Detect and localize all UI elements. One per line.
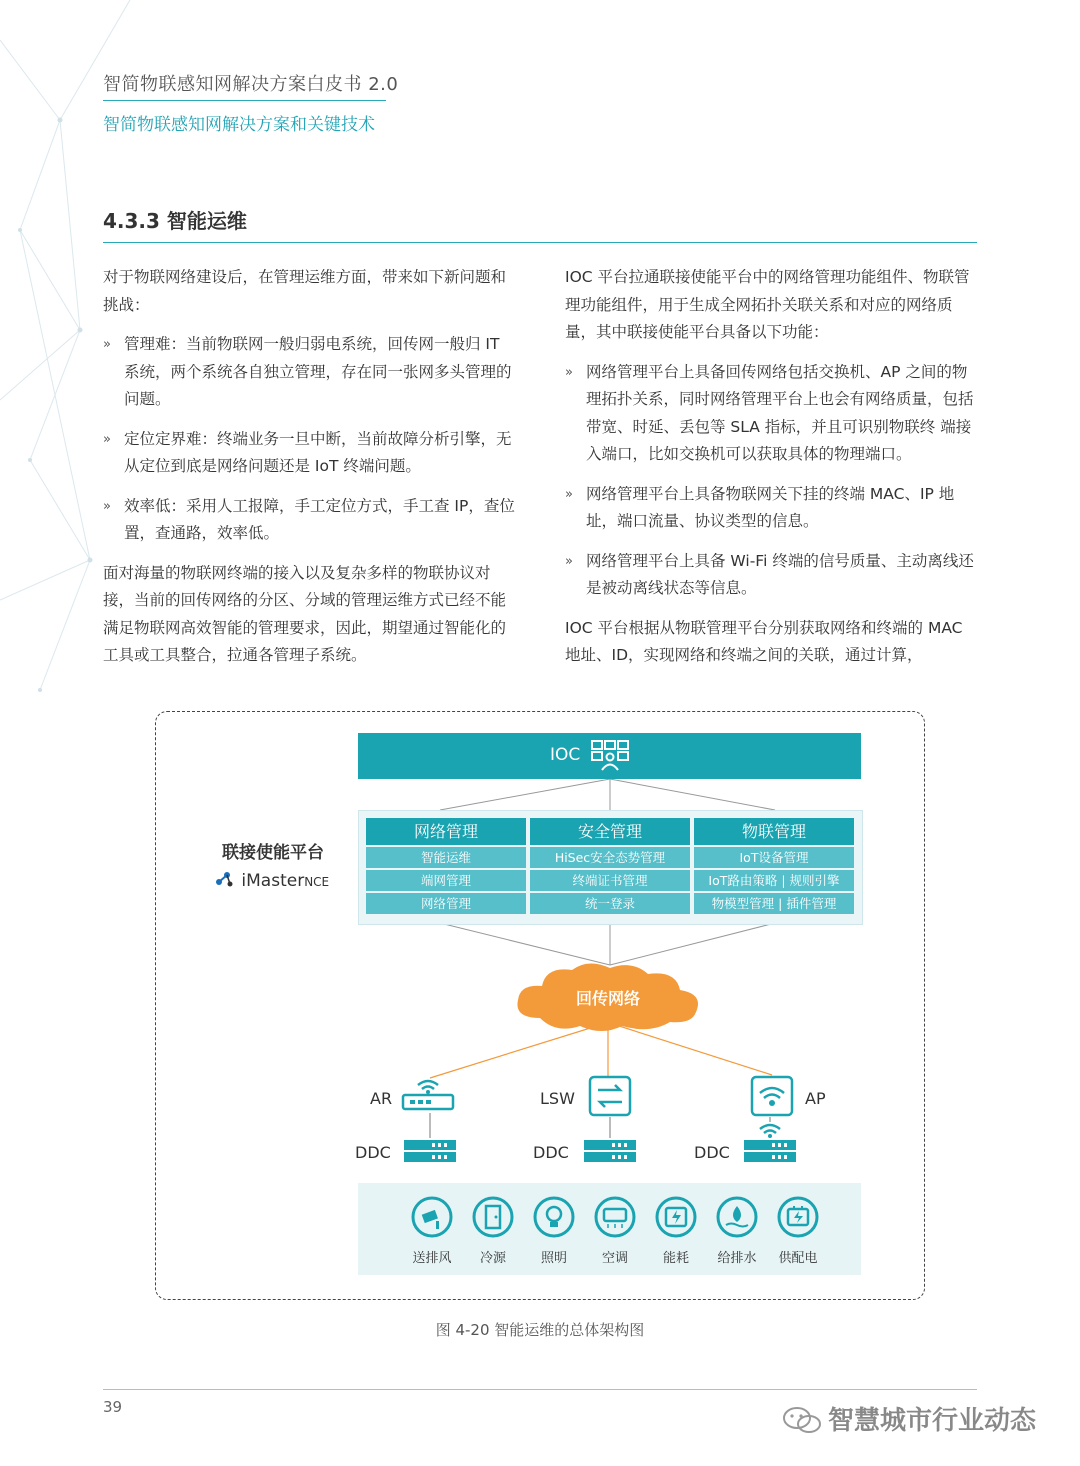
access-point-icon (750, 1075, 794, 1117)
bullet-marker: » (103, 498, 111, 514)
section-heading: 4.3.3 智能运维 (103, 209, 247, 233)
bullet-marker: » (565, 486, 573, 502)
module-item: 终端证书管理 (530, 870, 690, 891)
bullet-marker: » (565, 364, 573, 380)
device-label-lsw: LSW (540, 1089, 575, 1108)
ioc-bar (358, 733, 861, 779)
air-conditioner-icon (593, 1195, 637, 1239)
device-label-ddc: DDC (355, 1143, 391, 1162)
bullet-marker: » (103, 431, 111, 447)
module-item: 智能运维 (366, 847, 526, 868)
page-number: 39 (103, 1398, 123, 1416)
left-bullet-item: » 管理难：当前物联网一般归弱电系统，回传网一般归 IT 系统，两个系统各自独立管理，存在同一张网多头管理的问题。 (103, 331, 515, 414)
bullet-marker: » (565, 553, 573, 569)
subsystem-ventilation (406, 1195, 458, 1266)
switch-icon (588, 1075, 632, 1117)
water-drop-icon (715, 1195, 759, 1239)
iot-subsystems-row (358, 1183, 861, 1275)
ddc-wireless-controller-icon (742, 1120, 798, 1164)
module-item: HiSec安全态势管理 (530, 847, 690, 868)
module-item: 端网管理 (366, 870, 526, 891)
subsystem-lighting (528, 1195, 580, 1266)
subsystem-label: 照明 (540, 1251, 567, 1266)
cloud-label: 回传网络 (575, 989, 640, 1008)
lightbulb-icon (532, 1195, 576, 1239)
imaster-logo-icon (214, 870, 236, 888)
subsystem-water (711, 1195, 763, 1266)
router-icon (400, 1075, 456, 1113)
subsystem-cooling (467, 1195, 519, 1266)
subsystem-label: 供配电 (778, 1251, 818, 1266)
module-title: 物联管理 (694, 818, 854, 845)
module-iot-management (694, 818, 854, 916)
module-title: 网络管理 (366, 818, 526, 845)
right-bullet-item: » 网络管理平台上具备 Wi-Fi 终端的信号质量、主动离线还是被动离线状态等信息。 (565, 548, 977, 603)
right-intro-paragraph: IOC 平台拉通联接使能平台中的网络管理功能组件、物联管理功能组件，用于生成全网拓扑关联关系和对应的网络质量，其中联接使能平台具备以下功能： (565, 268, 970, 341)
left-bullet-item: » 定位定界难：终端业务一旦中断，当前故障分析引擎，无从定位到底是网络问题还是 IoT 终端问题。 (103, 426, 515, 481)
subsystem-label: 送排风 (412, 1251, 452, 1266)
subsystem-air-conditioning (589, 1195, 641, 1266)
device-label-ddc: DDC (694, 1143, 730, 1162)
module-item: 网络管理 (366, 893, 526, 914)
subsystem-label: 给排水 (717, 1251, 757, 1266)
document-title: 智简物联感知网解决方案白皮书 2.0 (103, 74, 399, 95)
module-item: 物模型管理 | 插件管理 (694, 893, 854, 914)
device-label-ar: AR (370, 1089, 393, 1108)
right-outro-paragraph: IOC 平台根据从物联管理平台分别获取网络和终端的 MAC 地址、ID，实现网络和终端之间的关联，通过计算， (565, 618, 963, 664)
imaster-text: iMaster (241, 871, 305, 891)
door-icon (471, 1195, 515, 1239)
module-item: IoT路由策略 | 规则引擎 (694, 870, 854, 891)
subsystem-energy (650, 1195, 702, 1266)
subsystem-label: 空调 (601, 1251, 628, 1266)
figure-caption: 图 4-20 智能运维的总体架构图 (435, 1321, 645, 1339)
ddc-controller-icon (582, 1138, 638, 1164)
footer-divider (103, 1389, 977, 1390)
ddc-controller-icon (402, 1138, 458, 1164)
imaster-nce-logo (214, 870, 329, 891)
nce-text: NCE (304, 875, 330, 889)
energy-meter-icon (654, 1195, 698, 1239)
subsystem-label: 能耗 (662, 1251, 689, 1266)
module-network-management (366, 818, 526, 916)
left-intro-paragraph: 对于物联网络建设后，在管理运维方面，带来如下新问题和挑战： (103, 268, 507, 314)
subsystem-power (772, 1195, 824, 1266)
left-bullet-item: » 效率低：采用人工报障，手工定位方式，手工查 IP，查位置，查通路，效率低。 (103, 493, 515, 548)
power-supply-icon (776, 1195, 820, 1239)
module-security-management (530, 818, 690, 916)
left-outro-paragraph: 面对海量的物联网终端的接入以及复杂多样的物联协议对接，当前的回传网络的分区、分域的管理运维方式已经不能满足物联网高效智能的管理要求，因此，期望通过智能化的工具或工具整合，拉通各管理子系统。 (103, 563, 507, 664)
module-title: 安全管理 (530, 818, 690, 845)
right-bullet-item: » 网络管理平台上具备物联网关下挂的终端 MAC、IP 地址，端口流量、协议类型的信息。 (565, 481, 977, 536)
subsystem-label: 冷源 (479, 1251, 506, 1266)
camera-icon (410, 1195, 454, 1239)
ioc-label: IOC (550, 745, 581, 765)
wechat-icon (782, 1405, 822, 1435)
platform-label: 联接使能平台 (222, 843, 324, 863)
device-label-ddc: DDC (533, 1143, 569, 1162)
module-item: IoT设备管理 (694, 847, 854, 868)
device-label-ap: AP (805, 1089, 826, 1108)
platform-modules-panel (358, 810, 863, 925)
watermark-text: 智慧城市行业动态 (828, 1406, 1037, 1436)
module-item: 统一登录 (530, 893, 690, 914)
right-bullet-item: » 网络管理平台上具备回传网络包括交换机、AP 之间的物理拓扑关系，同时网络管理平台上也会有网络质量，包括带宽、时延、丢包等 SLA 指标，并且可识别物联终 端接入端口，比如交换机可以获取具体的物理端口。 (565, 359, 977, 469)
monitor-team-icon (590, 739, 630, 773)
chapter-subtitle: 智简物联感知网解决方案和关键技术 (103, 115, 375, 135)
bullet-marker: » (103, 337, 111, 352)
